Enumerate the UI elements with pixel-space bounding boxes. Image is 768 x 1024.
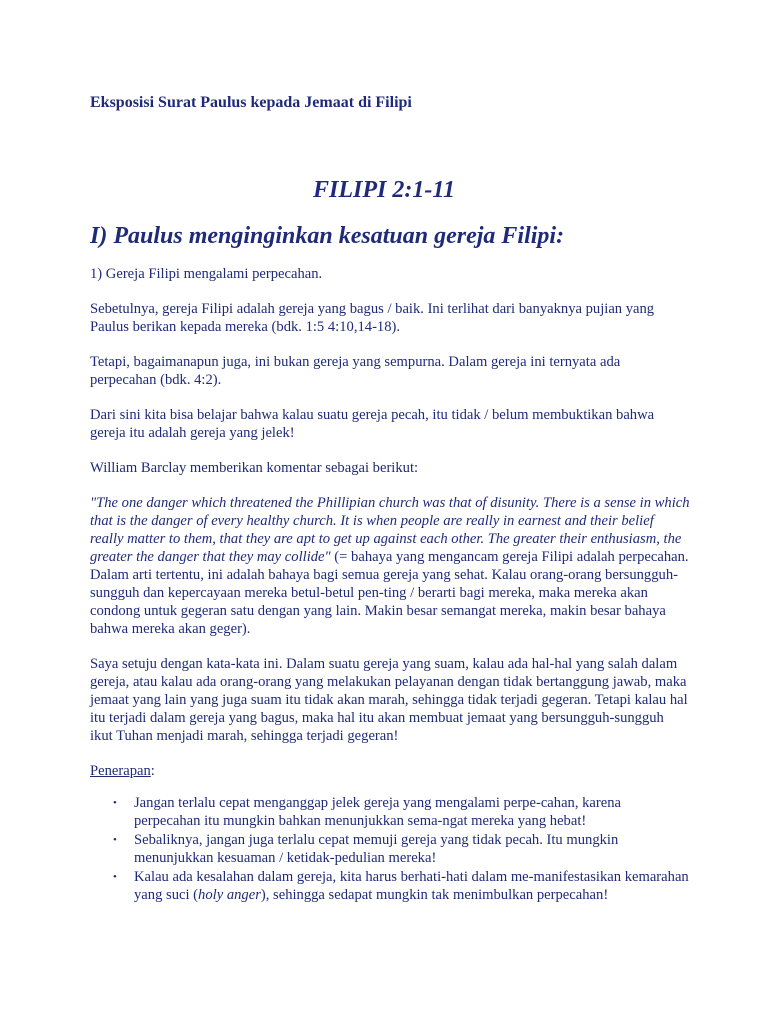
quote-translation: (= bahaya yang mengancam gereja Filipi adalah perpecahan. Dalam arti tertentu, ini adalah bahaya bagi semua gereja yang sehat. Kalau orang-orang bersungguh-sungguh dan kepercayaan mereka betul-betul pen-ting / berarti bagi mereka, maka mereka akan condong untuk gegeran satu dengan yang lain. Makin besar semangat mereka, makin besar bahaya bahwa mereka akan geger). — [90, 549, 689, 637]
section-heading: I) Paulus menginginkan kesatuan gereja Filipi: — [90, 223, 565, 249]
document-title: Eksposisi Surat Paulus kepada Jemaat di Filipi — [90, 94, 412, 111]
list-item — [90, 831, 690, 867]
list-item-text: Sebaliknya, jangan juga terlalu cepat memuji gereja yang tidak pecah. Itu mungkin menunjukkan kesuaman / ketidak-pedulian mereka! — [134, 832, 619, 866]
bullet-icon: • — [113, 834, 117, 846]
list-item — [90, 868, 690, 904]
application-label: Penerapan — [90, 763, 151, 779]
quote-paragraph — [90, 494, 690, 638]
application-list — [90, 794, 690, 904]
passage-heading: FILIPI 2:1-11 — [312, 177, 455, 203]
list-item-italic: holy anger — [198, 887, 261, 903]
bullet-icon: • — [113, 797, 117, 809]
paragraph-point: 1) Gereja Filipi mengalami perpecahan. — [90, 266, 323, 282]
document-body — [90, 265, 690, 905]
list-item — [90, 794, 690, 830]
bullet-icon: • — [113, 871, 117, 883]
paragraph: Sebetulnya, gereja Filipi adalah gereja yang bagus / baik. Ini terlihat dari banyaknya pujian yang Paulus berikan kepada mereka (bdk. 1:5 4:10,14-18). — [90, 301, 655, 335]
list-item-text: ), sehingga sedapat mungkin tak menimbulkan perpecahan! — [260, 887, 609, 903]
application-heading — [90, 762, 690, 780]
barclay-quote: "The one danger which threatened the Phillipian church was that of disunity. There is a sense in which that is the danger of every healthy church. It is when people are really in earnest and their belief really matter to them, that they are apt to get up against each other. The greater their enthusiasm, the greater the danger that they may collide" — [90, 495, 690, 565]
paragraph: Dari sini kita bisa belajar bahwa kalau suatu gereja pecah, itu tidak / belum membuktikan bahwa gereja itu adalah gereja yang jelek! — [90, 407, 655, 441]
application-colon: : — [150, 763, 155, 779]
paragraph: Saya setuju dengan kata-kata ini. Dalam suatu gereja yang suam, kalau ada hal-hal yang salah dalam gereja, atau kalau ada orang-orang yang melakukan pelayanan dengan tidak bertanggung jawab, maka jemaat yang lain yang juga suam itu tidak akan marah, sehingga tidak terjadi gegeran. Tetapi kalau hal itu terjadi dalam gereja yang bagus, maka hal itu akan membuat jemaat yang bersungguh-sungguh ikut Tuhan menjadi marah, sehingga terjadi gegeran! — [90, 656, 688, 744]
paragraph: Tetapi, bagaimanapun juga, ini bukan gereja yang sempurna. Dalam gereja ini ternyata ada perpecahan (bdk. 4:2). — [90, 354, 621, 388]
paragraph-quote-intro: William Barclay memberikan komentar sebagai berikut: — [90, 460, 419, 476]
list-item-text: Jangan terlalu cepat menganggap jelek gereja yang mengalami perpe-cahan, karena perpecahan itu mungkin bahkan menunjukkan sema-ngat mereka yang hebat! — [134, 795, 622, 829]
list-item-text: Kalau ada kesalahan dalam gereja, kita harus berhati-hati dalam me-manifestasikan kemarahan yang suci ( — [134, 869, 689, 903]
